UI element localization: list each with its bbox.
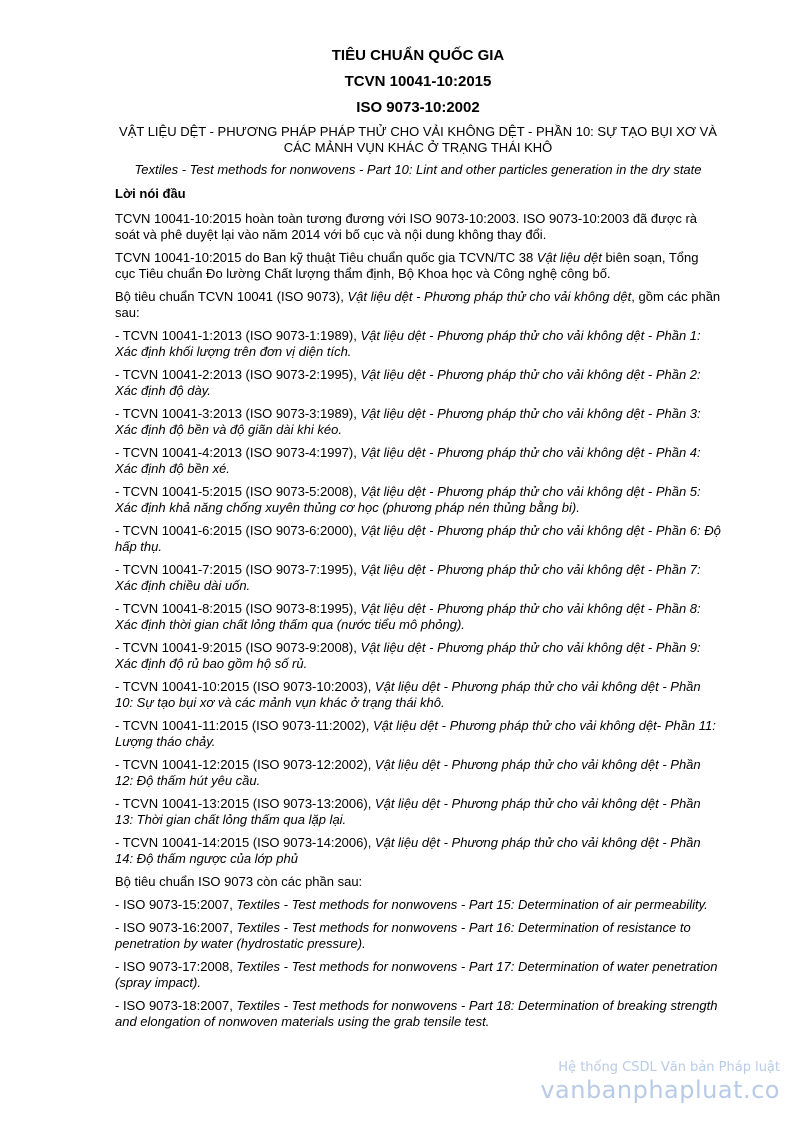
list-item	[115, 757, 721, 789]
foreword-paragraph-2	[115, 250, 721, 282]
watermark-line-2: vanbanphapluat.co	[540, 1076, 780, 1104]
part-title: Textiles - Test methods for nonwovens - Part 16: Determination of resistance to penetration by water (hydrostatic pressure).	[115, 920, 691, 951]
part-code: - ISO 9073-15:2007,	[115, 897, 237, 912]
part-code: - TCVN 10041-5:2015 (ISO 9073-5:2008),	[115, 484, 361, 499]
part-title: Textiles - Test methods for nonwovens - Part 18: Determination of breaking strength and elongation of nonwoven materials using the grab tensile test.	[115, 998, 718, 1029]
text-run: , gồm các phần sau:	[115, 289, 721, 320]
part-title: Vật liệu dệt - Phương pháp thử cho vải không dệt - Phần 3: Xác định độ bền và độ giãn dài khi kéo.	[115, 406, 701, 437]
list-item	[115, 601, 721, 633]
document-page	[115, 46, 721, 1037]
part-code: - TCVN 10041-2:2013 (ISO 9073-2:1995),	[115, 367, 361, 382]
list-item	[115, 796, 721, 828]
part-title: Vật liệu dệt - Phương pháp thử cho vải không dệt - Phần 10: Sự tạo bụi xơ và các mảnh vụn khác ở trạng thái khô.	[115, 679, 701, 710]
list-item	[115, 328, 721, 360]
foreword-paragraph-3	[115, 289, 721, 321]
list-item	[115, 718, 721, 750]
list-item	[115, 367, 721, 399]
list-item	[115, 920, 721, 952]
tcvn-parts-list	[115, 328, 721, 867]
part-title: Vật liệu dệt - Phương pháp thử cho vải không dệt- Phần 11: Lượng tháo chảy.	[115, 718, 716, 749]
list-item	[115, 959, 721, 991]
part-code: - TCVN 10041-6:2015 (ISO 9073-6:2000),	[115, 523, 361, 538]
part-title: Vật liệu dệt - Phương pháp thử cho vải không dệt - Phần 13: Thời gian chất lỏng thấm qua lặp lại.	[115, 796, 701, 827]
part-code: - TCVN 10041-4:2013 (ISO 9073-4:1997),	[115, 445, 361, 460]
foreword-paragraph-1: TCVN 10041-10:2015 hoàn toàn tương đương với ISO 9073-10:2003. ISO 9073-10:2003 đã được rà soát và phê duyệt lại vào năm 2014 với bố cục và nội dung không thay đổi.	[115, 211, 698, 242]
foreword-heading: Lời nói đầu	[115, 186, 186, 201]
iso-parts-list	[115, 897, 721, 1030]
iso-parts-intro: Bộ tiêu chuẩn ISO 9073 còn các phần sau:	[115, 874, 363, 889]
list-item	[115, 640, 721, 672]
part-title: Vật liệu dệt - Phương pháp thử cho vải không dệt - Phần 1: Xác định khối lượng trên đơn vị diện tích.	[115, 328, 701, 359]
part-code: - ISO 9073-16:2007,	[115, 920, 237, 935]
part-code: - TCVN 10041-7:2015 (ISO 9073-7:1995),	[115, 562, 361, 577]
part-code: - ISO 9073-18:2007,	[115, 998, 237, 1013]
iso-code: ISO 9073-10:2002	[356, 99, 480, 116]
list-item	[115, 679, 721, 711]
text-run-italic: Vật liệu dệt - Phương pháp thử cho vải không dệt	[347, 289, 632, 304]
watermark-line-1: Hệ thống CSDL Văn bản Pháp luật	[558, 1060, 780, 1075]
document-subtitle: VẬT LIỆU DỆT - PHƯƠNG PHÁP PHÁP THỬ CHO VẢI KHÔNG DỆT - PHẦN 10: SỰ TẠO BỤI XƠ VÀ CÁC MẢNH VỤN KHÁC Ở TRẠNG THÁI KHÔ	[119, 124, 717, 155]
list-item	[115, 998, 721, 1030]
part-code: - ISO 9073-17:2008,	[115, 959, 237, 974]
watermark	[540, 1060, 780, 1104]
part-title: Vật liệu dệt - Phương pháp thử cho vải không dệt - Phần 4: Xác định độ bền xé.	[115, 445, 701, 476]
english-title: Textiles - Test methods for nonwovens - Part 10: Lint and other particles generation in the dry state	[134, 162, 702, 177]
list-item	[115, 835, 721, 867]
part-code: - TCVN 10041-10:2015 (ISO 9073-10:2003),	[115, 679, 375, 694]
list-item	[115, 484, 721, 516]
part-title: Vật liệu dệt - Phương pháp thử cho vải không dệt - Phần 7: Xác định chiều dài uốn.	[115, 562, 701, 593]
part-code: - TCVN 10041-3:2013 (ISO 9073-3:1989),	[115, 406, 361, 421]
part-title: Vật liệu dệt - Phương pháp thử cho vải không dệt - Phần 8: Xác định thời gian chất lỏng thấm qua (nước tiểu mô phỏng).	[115, 601, 701, 632]
list-item	[115, 897, 721, 913]
part-title: Textiles - Test methods for nonwovens - Part 15: Determination of air permeability.	[236, 897, 708, 912]
part-title: Vật liệu dệt - Phương pháp thử cho vải không dệt - Phần 5: Xác định khả năng chống xuyên thủng cơ học (phương pháp nén thủng bằng bi).	[115, 484, 701, 515]
text-run: biên soạn, Tổng cục Tiêu chuẩn Đo lường Chất lượng thẩm định, Bộ Khoa học và Công nghệ công bố.	[115, 250, 699, 281]
part-code: - TCVN 10041-14:2015 (ISO 9073-14:2006),	[115, 835, 375, 850]
list-item	[115, 562, 721, 594]
part-code: - TCVN 10041-13:2015 (ISO 9073-13:2006),	[115, 796, 375, 811]
part-code: - TCVN 10041-11:2015 (ISO 9073-11:2002),	[115, 718, 373, 733]
part-title: Vật liệu dệt - Phương pháp thử cho vải không dệt - Phần 9: Xác định độ rủ bao gồm hộ số rủ.	[115, 640, 701, 671]
part-code: - TCVN 10041-8:2015 (ISO 9073-8:1995),	[115, 601, 361, 616]
document-title: TIÊU CHUẨN QUỐC GIA	[331, 47, 505, 64]
text-run: Bộ tiêu chuẩn TCVN 10041 (ISO 9073),	[115, 289, 348, 304]
part-title: Vật liệu dệt - Phương pháp thử cho vải không dệt - Phần 2: Xác định độ dày.	[115, 367, 701, 398]
part-code: - TCVN 10041-1:2013 (ISO 9073-1:1989),	[115, 328, 361, 343]
part-title: Vật liệu dệt - Phương pháp thử cho vải không dệt - Phần 14: Độ thấm ngược của lớp phủ	[115, 835, 701, 866]
part-code: - TCVN 10041-12:2015 (ISO 9073-12:2002),	[115, 757, 375, 772]
list-item	[115, 523, 721, 555]
text-run-italic: Vật liệu dệt	[536, 250, 602, 265]
part-code: - TCVN 10041-9:2015 (ISO 9073-9:2008),	[115, 640, 361, 655]
part-title: Textiles - Test methods for nonwovens - Part 17: Determination of water penetration (spray impact).	[115, 959, 718, 990]
text-run: TCVN 10041-10:2015 do Ban kỹ thuật Tiêu chuẩn quốc gia TCVN/TC 38	[115, 250, 537, 265]
standard-code: TCVN 10041-10:2015	[344, 73, 492, 90]
part-title: Vật liệu dệt - Phương pháp thử cho vải không dệt - Phần 6: Độ hấp thụ.	[115, 523, 721, 554]
list-item	[115, 445, 721, 477]
list-item	[115, 406, 721, 438]
part-title: Vật liệu dệt - Phương pháp thử cho vải không dệt - Phần 12: Độ thấm hút yêu cầu.	[115, 757, 701, 788]
